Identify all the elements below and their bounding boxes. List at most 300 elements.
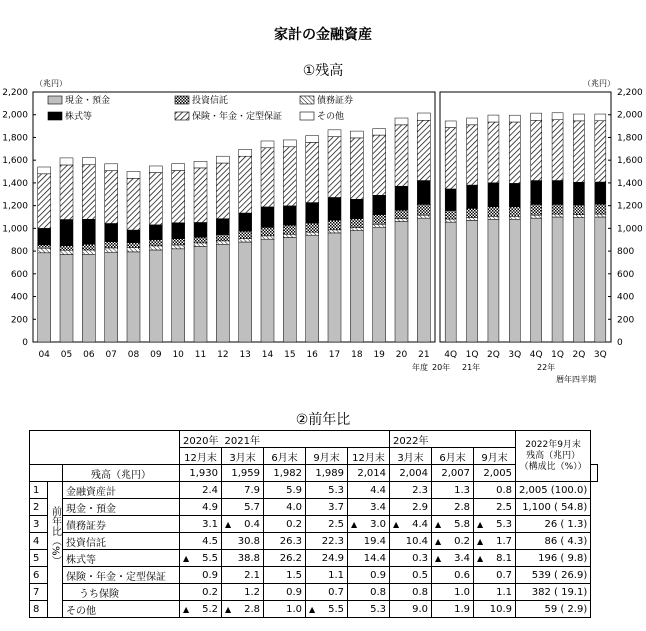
bar-segment [328,230,341,233]
bar-segment [127,230,140,243]
period-header: 6月末 [432,448,474,465]
negative-triangle-icon: ▲ [393,519,400,529]
y-tick-left: 1,600 [2,156,28,167]
negative-triangle-icon: ▲ [225,519,232,529]
bar-segment [350,138,363,199]
x-tick-label: 3Q [508,350,522,360]
rate-number: 38.8 [237,552,260,564]
rate-value [306,550,348,567]
rate-number: 0.9 [370,569,386,581]
negative-triangle-icon: ▲ [351,519,358,529]
balance-label: 残高（兆円） [63,465,180,482]
row-label: 現金・預金 [63,499,180,516]
negative-triangle-icon: ▲ [183,604,190,614]
rate-number: 0.8 [496,484,512,496]
bar-segment [172,164,185,171]
bar-segment [445,121,456,128]
side-label [48,482,63,618]
y-tick-right: 600 [617,269,635,280]
rate-value [222,567,264,584]
y-tick-left: 2,200 [2,88,28,98]
bar-segment [552,181,563,205]
right-header-line: 2022年9月末 [525,439,581,450]
bar-segment [239,213,252,231]
bar-segment [149,246,162,250]
rate-number: 5.5 [202,552,218,564]
composition-value: 59 ( 2.9) [516,601,591,618]
rate-number: 24.9 [321,552,344,564]
bar-segment [261,141,274,148]
bar-segment [283,140,296,147]
rate-value [222,550,264,567]
rate-number: 26.3 [279,535,302,547]
bar-segment [60,250,73,254]
bar-segment [328,137,341,198]
y-tick-left: 2,000 [2,110,28,121]
bar-segment [509,219,520,342]
bar-segment [509,216,520,219]
rate-number: 4.0 [286,501,302,513]
bar-segment [38,248,51,253]
bar-segment [172,223,185,239]
rate-value [390,567,432,584]
bar-segment [552,214,563,217]
bar-segment [194,222,207,237]
rate-value [474,533,516,550]
x-tick-label: 2Q [487,350,500,360]
blank-cell [591,465,598,482]
bar-segment [283,225,296,234]
legend-swatch [300,112,314,120]
bar-segment [283,206,296,225]
bar-segment [595,182,606,204]
rate-value [180,601,222,618]
composition-value: 196 ( 9.8) [516,550,591,567]
negative-triangle-icon: ▲ [477,519,484,529]
rate-value [180,567,222,584]
bar-segment [82,254,95,342]
bar-segment [105,171,118,224]
y-tick-right: 1,400 [617,178,643,189]
bar-segment [373,224,386,227]
bar-segment [488,207,499,217]
bar-segment [467,217,478,220]
bar-segment [350,219,363,228]
rate-value [432,584,474,601]
rate-number: 0.3 [412,552,428,564]
quarter-year-label: 21年 [462,363,481,372]
row-number: 6 [30,567,48,584]
bar-segment [395,186,408,210]
bar-segment [105,223,118,241]
rate-value [474,584,516,601]
row-number: 5 [30,550,48,567]
bar-segment [105,164,118,171]
bar-segment [445,222,456,342]
bar-segment [328,197,341,220]
bar-segment [531,113,542,120]
bar-segment [445,128,456,189]
rate-number: 10.4 [405,535,428,547]
bar-segment [395,210,408,219]
y-tick-right: 1,600 [617,156,643,167]
right-header-line: 残高（兆円） [526,450,581,461]
y-tick-right: 1,200 [617,201,643,212]
rate-value [474,482,516,499]
bar-segment [595,204,606,214]
rate-value [348,499,390,516]
rate-value [264,499,306,516]
bar-segment [127,178,140,230]
bar-segment [172,171,185,223]
bar-segment [239,156,252,213]
bar-segment [194,168,207,223]
bar-segment [595,217,606,342]
rate-number: 4.4 [412,518,428,530]
rate-number: 5.3 [370,603,386,615]
bar-segment [573,205,584,215]
composition-value: 2,005 (100.0) [516,482,591,499]
y-tick-right: 200 [617,315,635,326]
rate-value [348,482,390,499]
y-tick-left: 1,200 [2,201,28,212]
bar-segment [531,218,542,342]
balance-value: 1,930 [180,465,222,482]
period-header: 3月末 [222,448,264,465]
rate-number: 30.8 [237,535,260,547]
balance-value: 1,982 [264,465,306,482]
rate-value [474,499,516,516]
rate-value [264,601,306,618]
rate-value [180,516,222,533]
blank-cell [30,465,63,482]
rate-number: 1.9 [454,603,470,615]
rate-value [180,499,222,516]
rate-value [222,601,264,618]
bar-segment [149,240,162,246]
quarter-year-label: 22年 [537,363,556,372]
rate-number: 3.1 [202,518,218,530]
rate-number: 3.4 [370,501,386,513]
rate-value [222,482,264,499]
bar-segment [239,239,252,242]
y-tick-left: 400 [10,292,28,303]
bar-segment [373,135,386,195]
bar-segment [172,239,185,245]
rate-number: 7.9 [244,484,260,496]
bar-segment [552,113,563,120]
bar-segment [82,244,95,250]
rate-value [306,516,348,533]
rate-number: 3.0 [370,518,386,530]
bar-segment [488,219,499,342]
negative-triangle-icon: ▲ [309,604,316,614]
bar-segment [350,228,363,231]
bar-segment [216,244,229,342]
bar-segment [38,174,51,229]
bar-segment [306,203,319,223]
rate-number: 2.9 [412,501,428,513]
x-tick-label: 18 [351,350,363,360]
row-number: 1 [30,482,48,499]
rate-number: 8.1 [496,552,512,564]
bar-segment [283,237,296,342]
rate-number: 1.1 [496,586,512,598]
side-label-text: 前年比（%） [49,506,61,566]
right-panel-frame [440,92,611,342]
rate-value [390,499,432,516]
legend-label: その他 [317,112,345,122]
row-number: 8 [30,601,48,618]
page-title: 家計の金融資産 [274,27,372,43]
rate-number: 3.4 [454,552,470,564]
rate-value [264,550,306,567]
bar-segment [261,236,274,239]
bar-segment [306,223,319,232]
bar-segment [38,245,51,248]
x-tick-label: 10 [172,350,184,360]
bar-segment [467,220,478,342]
bar-segment [467,125,478,185]
quarter-year-label: 20年 [432,363,451,372]
bar-segment [82,158,95,165]
negative-triangle-icon: ▲ [477,553,484,563]
balance-value: 2,007 [432,465,474,482]
bar-segment [595,121,606,182]
x-tick-label: 19 [373,350,385,360]
rate-number: 10.9 [489,603,512,615]
legend-swatch [48,112,62,120]
rate-value [390,516,432,533]
y-tick-right: 0 [617,338,623,348]
row-number: 3 [30,516,48,533]
y-tick-left: 200 [10,315,28,326]
x-tick-label: 05 [60,350,73,360]
rate-value [264,567,306,584]
bar-segment [467,185,478,208]
rate-number: 4.4 [370,484,386,496]
rate-number: 5.2 [202,603,218,615]
bar-segment [328,233,341,342]
rate-value [306,482,348,499]
rate-value [180,533,222,550]
rate-number: 2.8 [454,501,470,513]
bar-segment [60,165,73,220]
bar-segment [239,242,252,342]
rate-number: 0.5 [412,569,428,581]
bar-segment [306,136,319,143]
rate-value [432,533,474,550]
bar-segment [239,231,252,238]
rate-number: 2.1 [244,569,260,581]
period-header: 9月末 [306,448,348,465]
rate-number: 4.5 [202,535,218,547]
bar-segment [216,156,229,163]
bar-segment [595,214,606,217]
legend-label: 債務証券 [317,96,354,106]
bar-segment [306,142,319,202]
bar-segment [573,215,584,218]
y-tick-left: 0 [22,338,28,348]
bar-segment [417,113,430,120]
period-header: 12月末 [180,448,222,465]
x-tick-label: 1Q [551,350,564,360]
x-tick-label: 14 [261,350,274,360]
rate-value [474,567,516,584]
bar-segment [60,158,73,165]
y-tick-right: 2,200 [617,88,643,98]
rate-number: 1.3 [454,484,470,496]
bar-segment [350,231,363,342]
chart-title: ①残高 [302,63,344,79]
bar-segment [149,250,162,342]
x-tick-label: 16 [306,350,318,360]
rate-number: 2.5 [496,501,512,513]
x-tick-label: 21 [418,350,430,360]
legend-swatch [300,96,314,104]
rate-number: 0.2 [454,535,470,547]
rate-value [180,550,222,567]
bar-segment [552,217,563,342]
bar-segment [60,255,73,343]
rate-number: 1.0 [286,603,302,615]
bar-segment [395,222,408,342]
rate-number: 0.8 [412,586,428,598]
bar-segment [127,243,140,248]
bar-segment [194,237,207,243]
negative-triangle-icon: ▲ [225,604,232,614]
bar-segment [488,115,499,122]
row-label: 投資信託 [63,533,180,550]
x-tick-label: 2Q [572,350,586,360]
rate-value [390,482,432,499]
bar-segment [488,122,499,183]
rate-number: 14.4 [363,552,386,564]
x-tick-label: 04 [38,350,50,360]
rate-number: 9.0 [412,603,428,615]
rate-number: 2.3 [412,484,428,496]
y-tick-left: 1,400 [2,178,28,189]
x-tick-label: 13 [239,350,251,360]
row-label: 債務証券 [63,516,180,533]
rate-value [264,482,306,499]
y-tick-right: 2,000 [617,110,643,121]
period-header: 9月末 [474,448,516,465]
bar-segment [38,228,51,244]
x-axis-label-quarterly: 暦年四半期 [556,375,596,384]
rate-number: 2.5 [328,518,344,530]
rate-value [222,499,264,516]
x-tick-label: 07 [105,350,117,360]
bar-segment [149,173,162,225]
year-label: 2020年 [180,431,222,448]
rate-number: 0.4 [244,518,260,530]
rate-value [474,516,516,533]
bar-segment [395,219,408,222]
balance-value: 2,014 [348,465,390,482]
rate-value [180,584,222,601]
bar-segment [445,211,456,220]
rate-number: 5.8 [454,518,470,530]
rate-number: 0.7 [328,586,344,598]
bar-segment [127,172,140,179]
bar-segment [261,227,274,236]
bar-segment [595,114,606,121]
rate-value [390,601,432,618]
x-tick-label: 4Q [529,350,543,360]
bar-segment [552,120,563,181]
bar-segment [194,161,207,168]
bar-segment [467,118,478,125]
bar-segment [509,207,520,217]
rate-number: 0.2 [202,586,218,598]
rate-number: 3.7 [328,501,344,513]
table-title: ②前年比 [295,412,351,428]
bar-segment [216,241,229,244]
right-header-line: （構成比（%）） [519,461,587,472]
bar-segment [417,181,430,205]
balance-value: 2,005 [474,465,516,482]
bar-segment [149,166,162,173]
rate-number: 5.3 [496,518,512,530]
rate-number: 0.9 [202,569,218,581]
rate-number: 1.2 [244,586,260,598]
year-label: 2022年 [390,431,516,448]
bar-segment [82,219,95,244]
bar-segment [509,183,520,206]
bar-segment [417,120,430,180]
rate-value [306,499,348,516]
balance-value: 1,959 [222,465,264,482]
legend-label: 現金・預金 [65,96,111,106]
negative-triangle-icon: ▲ [477,536,484,546]
y-tick-left: 600 [10,269,28,280]
bar-segment [194,247,207,342]
legend-swatch [48,96,62,104]
y-tick-left: 800 [10,247,28,258]
rate-number: 26.2 [279,552,302,564]
legend-swatch [175,112,189,120]
bar-segment [488,216,499,219]
bar-segment [82,250,95,254]
legend-label: 投資信託 [192,96,229,106]
bar-segment [573,218,584,342]
bar-segment [60,220,73,246]
row-label: 株式等 [63,550,180,567]
rate-number: 2.8 [244,603,260,615]
bar-segment [395,118,408,125]
header-corner [30,431,180,465]
bar-segment [417,215,430,218]
bar-segment [573,182,584,205]
bar-segment [261,239,274,342]
rate-value [264,516,306,533]
bar-segment [445,189,456,211]
rate-number: 1.1 [328,569,344,581]
rate-number: 5.9 [286,484,302,496]
rate-value [180,482,222,499]
bar-segment [552,204,563,214]
rate-number: 0.2 [286,518,302,530]
y-unit-right: （兆円） [583,79,615,88]
bar-segment [149,225,162,240]
bar-segment [373,195,386,214]
rate-value [432,499,474,516]
bar-segment [531,215,542,218]
rate-value [222,516,264,533]
bar-segment [82,165,95,220]
bar-segment [283,147,296,206]
